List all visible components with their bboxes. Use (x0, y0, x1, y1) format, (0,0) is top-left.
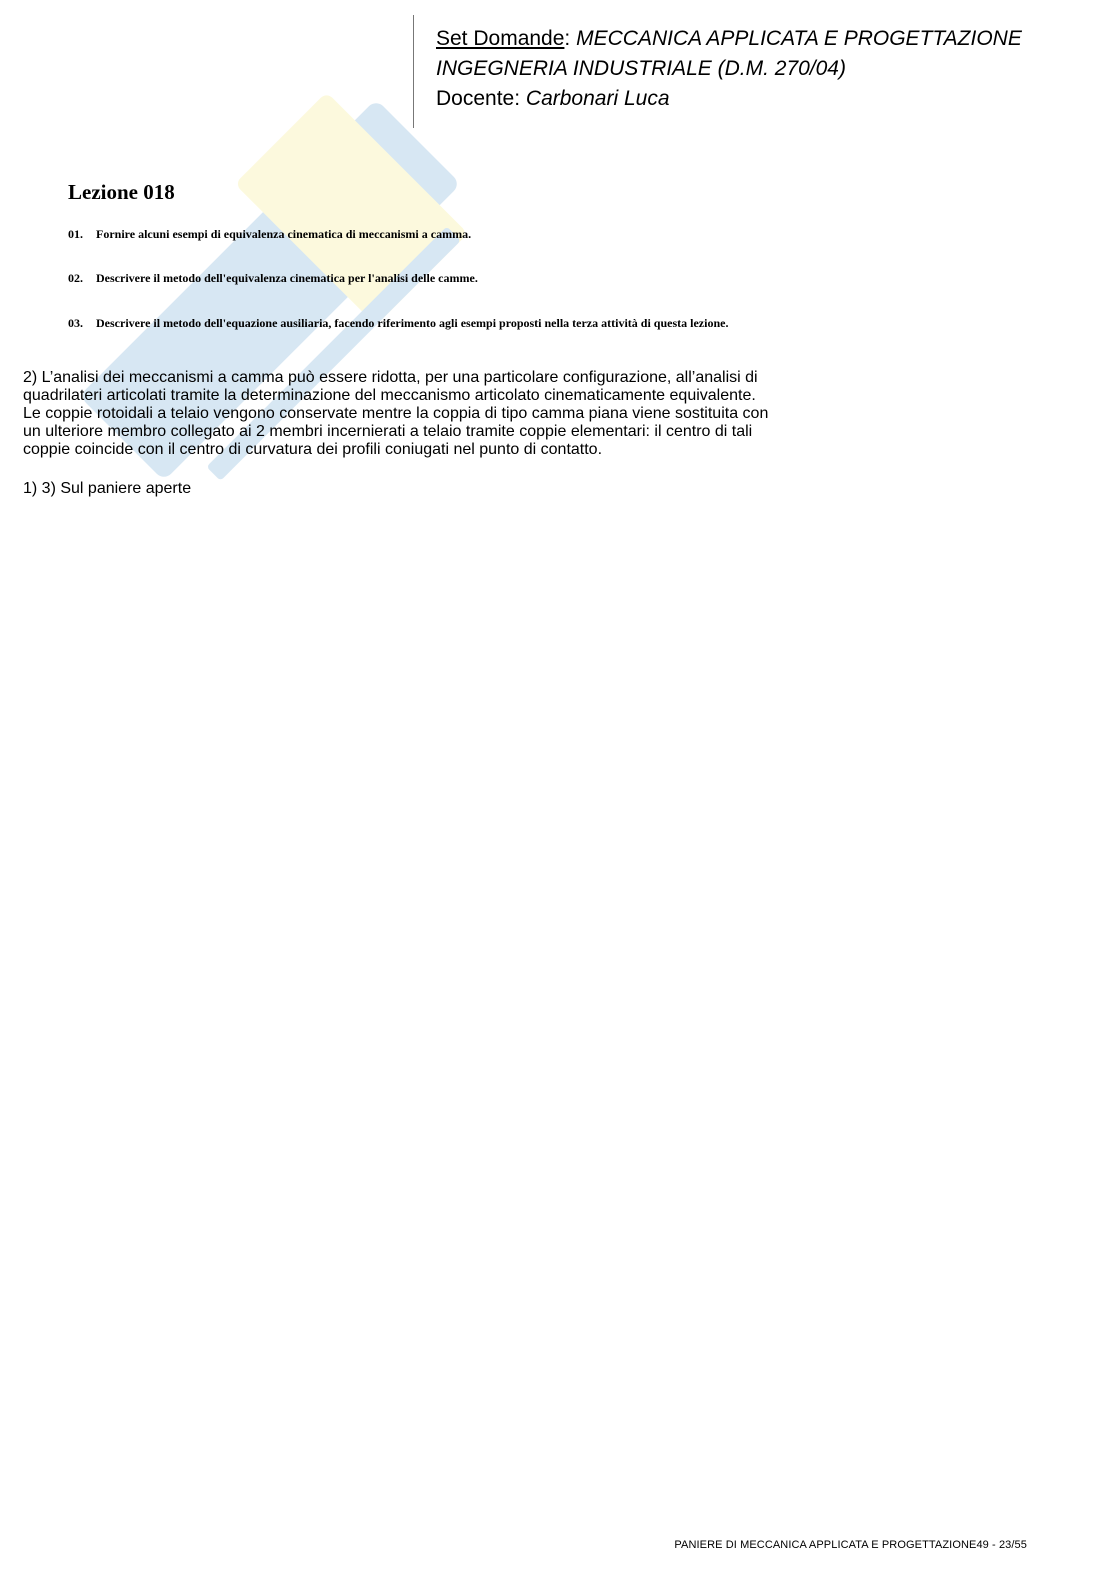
set-label: Set Domande (436, 27, 565, 50)
question-item (68, 227, 471, 242)
document-header (436, 24, 1022, 114)
teacher-name: Carbonari Luca (525, 87, 670, 110)
answer-line: coppie coincide con il centro di curvatura dei profili coniugati nel punto di contatto. (23, 441, 603, 458)
question-number: 03. (68, 316, 83, 330)
answer-2 (23, 369, 903, 459)
degree-name: INGEGNERIA INDUSTRIALE (D.M. 270/04) (436, 57, 846, 80)
question-text: Descrivere il metodo dell'equazione ausiliaria, facendo riferimento agli esempi proposti nella terza attività di questa lezione. (96, 316, 729, 330)
set-separator: : (564, 27, 571, 50)
header-line-course (436, 24, 1022, 54)
answer-1-3: 1) 3) Sul paniere aperte (23, 480, 192, 497)
header-line-degree (436, 54, 1022, 84)
question-text: Fornire alcuni esempi di equivalenza cinematica di meccanismi a camma. (96, 227, 472, 241)
answer-line: Le coppie rotoidali a telaio vengono conservate mentre la coppia di tipo camma piana viene sostituita con (23, 405, 769, 422)
teacher-label: Docente: (436, 87, 521, 110)
answer-line: quadrilateri articolati tramite la determinazione del meccanismo articolato cinematicamente equivalente. (23, 387, 756, 404)
question-item (68, 316, 728, 331)
answer-line: un ulteriore membro collegato ai 2 membri incernierati a telaio tramite coppie elementari: il centro di tali (23, 423, 753, 440)
question-number: 01. (68, 227, 83, 241)
page-footer: PANIERE DI MECCANICA APPLICATA E PROGETTAZIONE49 - 23/55 (674, 1539, 1027, 1551)
course-name: MECCANICA APPLICATA E PROGETTAZIONE (576, 27, 1022, 50)
question-number: 02. (68, 271, 83, 285)
question-item (68, 271, 478, 286)
skuola-watermark-logo (20, 40, 520, 540)
question-text: Descrivere il metodo dell'equivalenza cinematica per l'analisi delle camme. (96, 271, 478, 285)
header-divider (413, 15, 414, 128)
answer-line: 2) L’analisi dei meccanismi a camma può essere ridotta, per una particolare configurazione, all’analisi di (23, 369, 758, 386)
header-line-teacher (436, 84, 1022, 114)
lesson-title: Lezione 018 (68, 180, 175, 204)
